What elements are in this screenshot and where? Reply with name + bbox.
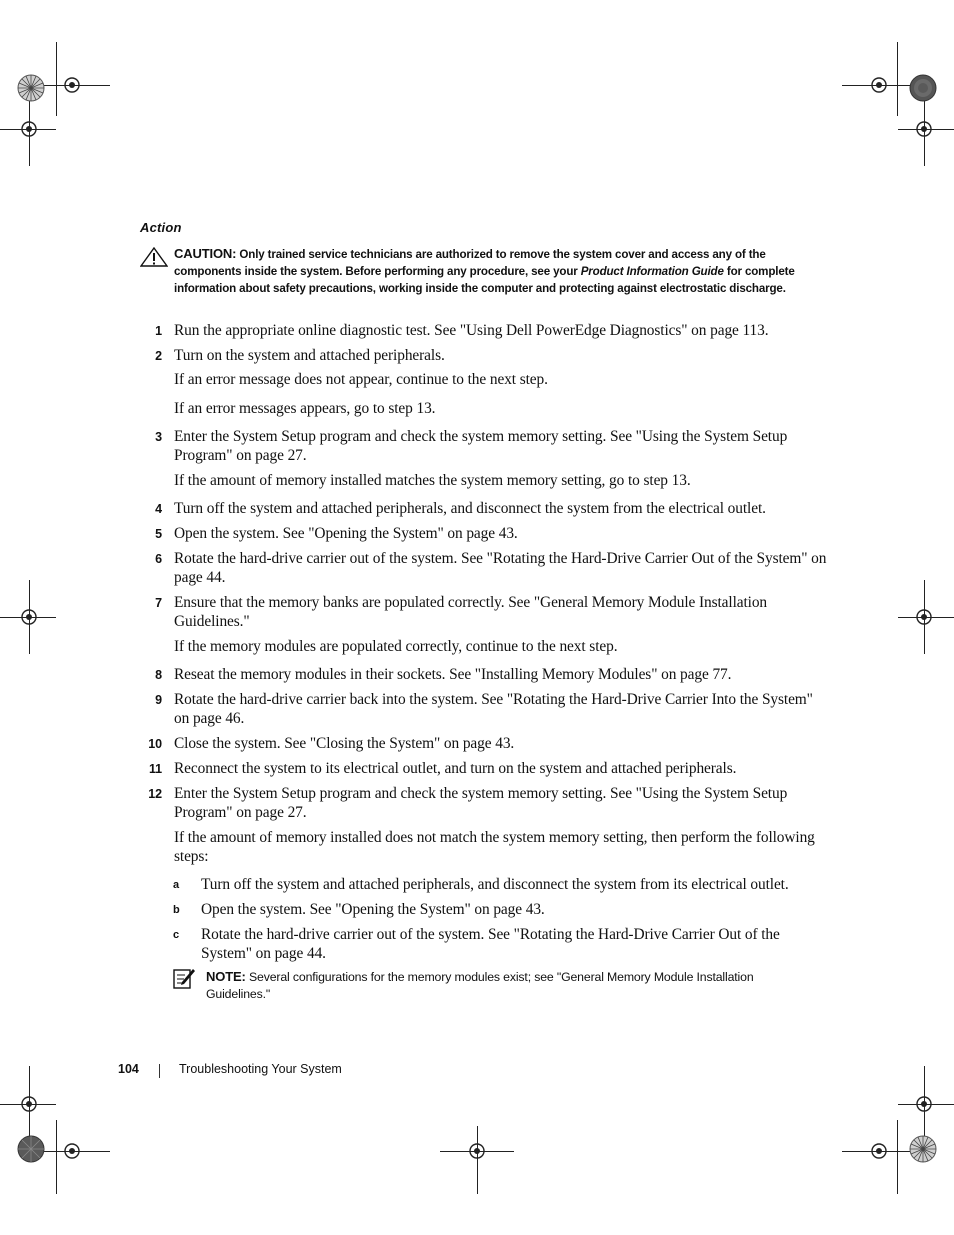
color-starburst-icon bbox=[908, 1134, 938, 1164]
substep-b: b Open the system. See "Opening the System" on page 43. bbox=[173, 901, 545, 918]
section-heading: Action bbox=[140, 220, 182, 235]
caution-label: CAUTION: bbox=[174, 246, 237, 261]
registration-target-icon bbox=[869, 75, 889, 95]
registration-target-icon bbox=[62, 1141, 82, 1161]
footer-divider bbox=[159, 1064, 160, 1078]
registration-target-icon bbox=[19, 607, 39, 627]
substep-c: c Rotate the hard-drive carrier out of the system. See "Rotating the Hard-Drive Carrier Out of the System" on page 44. bbox=[173, 926, 780, 962]
color-starburst-icon bbox=[908, 73, 938, 103]
step-12: 12 Enter the System Setup program and check the system memory setting. See "Using the System Setup Program" on page 27. bbox=[148, 785, 788, 821]
step-9: 9 Rotate the hard-drive carrier back into the system. See "Rotating the Hard-Drive Carrier Into the System" on page 46. bbox=[155, 691, 813, 727]
registration-target-icon bbox=[19, 1094, 39, 1114]
step-2-note: If an error message does not appear, continue to the next step. bbox=[174, 371, 548, 388]
caution-box bbox=[140, 245, 820, 297]
substep-a: a Turn off the system and attached peripherals, and disconnect the system from its electrical outlet. bbox=[173, 876, 789, 893]
registration-target-icon bbox=[914, 607, 934, 627]
step-4: 4 Turn off the system and attached peripherals, and disconnect the system from the electrical outlet. bbox=[155, 500, 766, 517]
note-label: NOTE: bbox=[206, 969, 246, 984]
warning-triangle-icon bbox=[140, 247, 168, 267]
caution-text: CAUTION: Only trained service technicians are authorized to remove the system cover and access any of the components inside the system. Before performing any procedure, see your Product Information Guide for complete information about safety precautions, working inside the computer and protecting against electrostatic discharge. bbox=[174, 246, 795, 295]
step-8: 8 Reseat the memory modules in their sockets. See "Installing Memory Modules" on page 77. bbox=[155, 666, 732, 683]
step-7-note: If the memory modules are populated correctly, continue to the next step. bbox=[174, 638, 618, 655]
step-7: 7 Ensure that the memory banks are populated correctly. See "General Memory Module Installation Guidelines." bbox=[155, 594, 768, 630]
color-starburst-icon bbox=[16, 73, 46, 103]
registration-target-icon bbox=[914, 119, 934, 139]
registration-target-icon bbox=[62, 75, 82, 95]
step-6: 6 Rotate the hard-drive carrier out of the system. See "Rotating the Hard-Drive Carrier Out of the System" on page 44. bbox=[155, 550, 827, 586]
step-12-note: If the amount of memory installed does not match the system memory setting, then perform the following steps: bbox=[174, 829, 815, 865]
footer-section-title: Troubleshooting Your System bbox=[179, 1062, 342, 1076]
step-3-note: If the amount of memory installed matches the system memory setting, go to step 13. bbox=[174, 472, 691, 489]
step-11: 11 Reconnect the system to its electrical outlet, and turn on the system and attached peripherals. bbox=[148, 760, 737, 777]
registration-target-icon bbox=[914, 1094, 934, 1114]
note-text: NOTE: Several configurations for the memory modules exist; see "General Memory Module Installation Guidelines." bbox=[206, 969, 754, 1001]
registration-target-icon bbox=[467, 1141, 487, 1161]
procedure-steps bbox=[140, 320, 830, 963]
note-pencil-icon bbox=[173, 968, 195, 990]
registration-target-icon bbox=[869, 1141, 889, 1161]
step-2-note: If an error messages appears, go to step 13. bbox=[174, 400, 436, 417]
step-3: 3 Enter the System Setup program and check the system memory setting. See "Using the System Setup Program" on page 27. bbox=[155, 428, 788, 464]
step-1: 1 Run the appropriate online diagnostic test. See "Using Dell PowerEdge Diagnostics" on page 113. bbox=[155, 322, 769, 339]
step-2: 2 Turn on the system and attached peripherals. bbox=[155, 347, 445, 364]
step-5: 5 Open the system. See "Opening the System" on page 43. bbox=[155, 525, 518, 542]
note-box bbox=[173, 968, 793, 1003]
color-starburst-icon bbox=[16, 1134, 46, 1164]
step-10: 10 Close the system. See "Closing the System" on page 43. bbox=[148, 735, 515, 752]
page-number: 104 bbox=[118, 1062, 139, 1076]
product-information-guide-title: Product Information Guide bbox=[580, 265, 724, 278]
registration-target-icon bbox=[19, 119, 39, 139]
